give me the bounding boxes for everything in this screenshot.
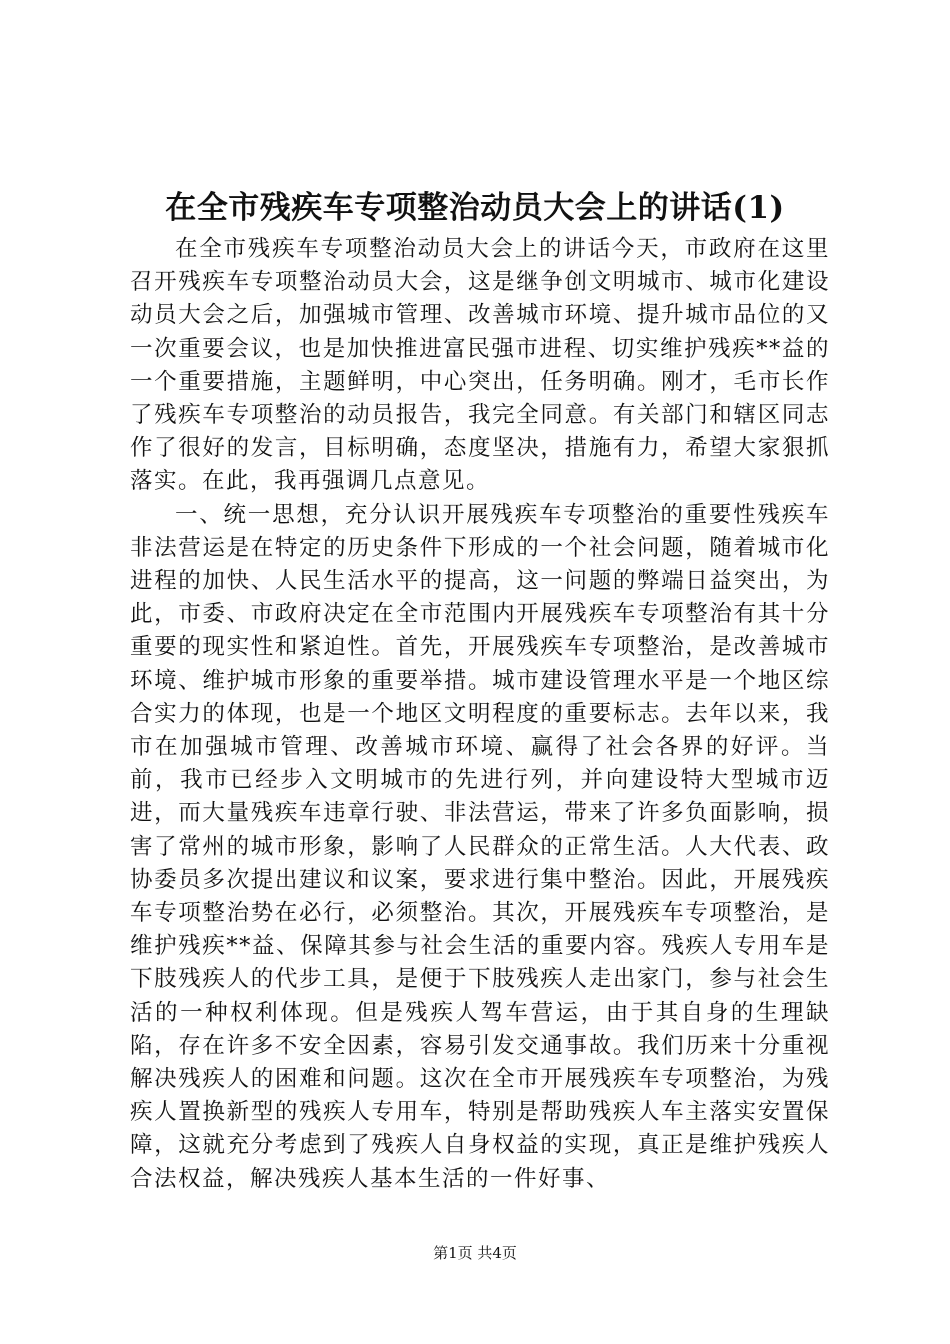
document-body [130,233,830,1196]
page-number: 第1页 共4页 [433,1244,517,1262]
body-paragraph: 一、统一思想，充分认识开展残疾车专项整治的重要性残疾车非法营运是在特定的历史条件下形成的一个社会问题，随着城市化进程的加快、人民生活水平的提高，这一问题的弊端日益突出，为此，市委、市政府决定在全市范围内开展残疾车专项整治有其十分重要的现实性和紧迫性。首先，开展残疾车专项整治，是改善城市环境、维护城市形象的重要举措。城市建设管理水平是一个地区综合实力的体现，也是一个地区文明程度的重要标志。去年以来，我市在加强城市管理、改善城市环境、赢得了社会各界的好评。当前，我市已经步入文明城市的先进行列，并向建设特大型城市迈进，而大量残疾车违章行驶、非法营运，带来了许多负面影响，损害了常州的城市形象，影响了人民群众的正常生活。人大代表、政协委员多次提出建议和议案，要求进行集中整治。因此，开展残疾车专项整治势在必行，必须整治。其次，开展残疾车专项整治，是维护残疾**益、保障其参与社会生活的重要内容。残疾人专用车是下肢残疾人的代步工具，是便于下肢残疾人走出家门，参与社会生活的一种权利体现。但是残疾人驾车营运，由于其自身的生理缺陷，存在许多不安全因素，容易引发交通事故。我们历来十分重视解决残疾人的困难和问题。这次在全市开展残疾车专项整治，为残疾人置换新型的残疾人专用车，特别是帮助残疾人车主落实安置保障，这就充分考虑到了残疾人自身权益的实现，真正是维护残疾人合法权益，解决残疾人基本生活的一件好事、 [130,501,830,1192]
body-paragraph: 在全市残疾车专项整治动员大会上的讲话今天，市政府在这里召开残疾车专项整治动员大会，这是继争创文明城市、城市化建设动员大会之后，加强城市管理、改善城市环境、提升城市品位的又一次重要会议，也是加快推进富民强市进程、切实维护残疾**益的一个重要措施，主题鲜明，中心突出，任务明确。刚才，毛市长作了残疾车专项整治的动员报告，我完全同意。有关部门和辖区同志作了很好的发言，目标明确，态度坚决，措施有力，希望大家狠抓落实。在此，我再强调几点意见。 [130,236,830,495]
document-title: 在全市残疾车专项整治动员大会上的讲话(1) [165,190,785,226]
